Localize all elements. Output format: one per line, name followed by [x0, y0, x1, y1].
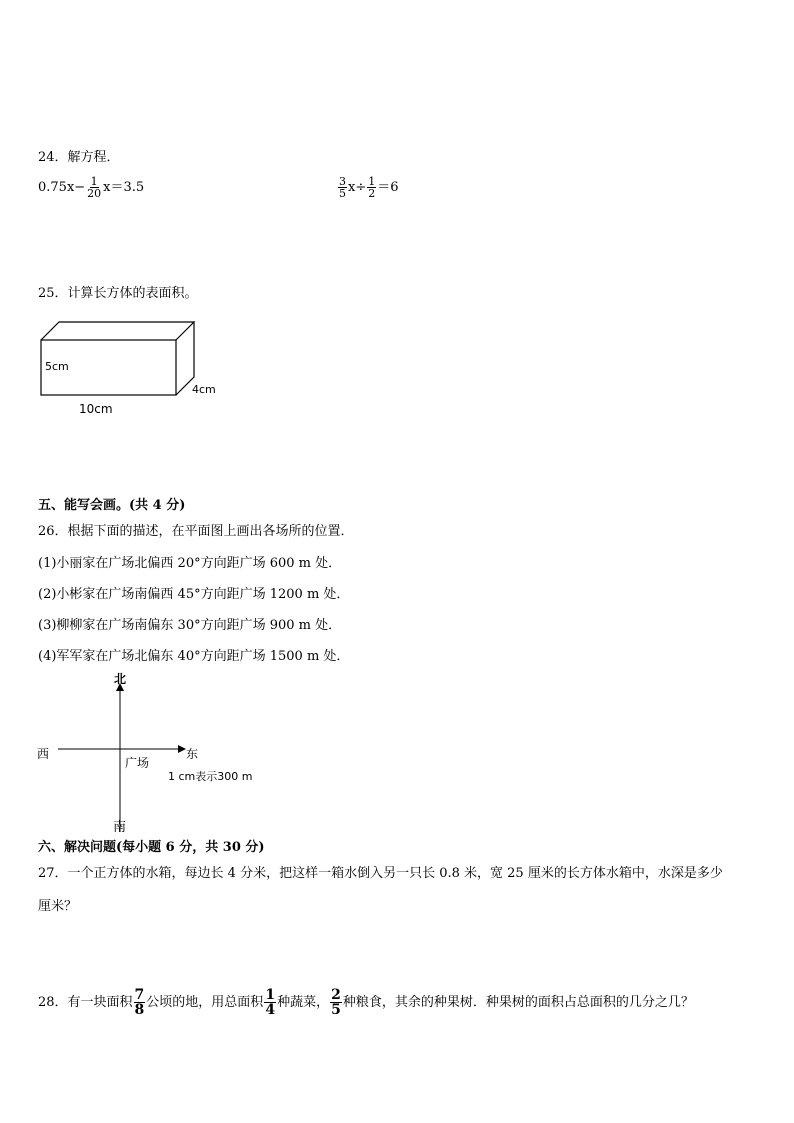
- q28-part-2: 公顷的地，用总面积: [146, 995, 264, 1010]
- north-label: 北: [114, 672, 127, 686]
- eq1-denominator: 20: [87, 187, 102, 200]
- q25-title: 25．计算长方体的表面积。: [38, 286, 198, 301]
- eq2-numerator-1: 3: [339, 175, 346, 188]
- direction-diagram: [30, 668, 280, 834]
- cuboid-top-face: [41, 322, 194, 340]
- q27-line-1: 27．一个正方体的水箱，每边长 4 分米，把这样一箱水倒入另一只长 0.8 米，宽 25 厘米的长方体水箱中，水深是多少: [38, 866, 723, 881]
- q28-part-3: 种蔬菜，: [277, 995, 330, 1010]
- q28-part-1: 28．有一块面积: [38, 995, 133, 1010]
- q26-title: 26．根据下面的描述，在平面图上画出各场所的位置．: [38, 524, 354, 539]
- q26-item-2: (2)小彬家在广场南偏西 45°方向距广场 1200 m 处．: [38, 587, 350, 602]
- q28-part-4: 种粮食，其余的种果树．种果树的面积占总面积的几分之几？: [342, 995, 694, 1010]
- q27-line-2: 厘米？: [38, 899, 78, 914]
- cuboid-length-label: 10cm: [79, 402, 113, 416]
- cuboid-figure: [36, 318, 226, 420]
- eq1-left: 0.75x−: [38, 180, 86, 195]
- eq1-fraction: [86, 176, 102, 199]
- south-label: 南: [113, 820, 127, 835]
- q28-text: [38, 988, 694, 1017]
- q28-fraction-area-num: 7: [134, 987, 145, 1003]
- eq2-denominator-1: 5: [339, 187, 346, 200]
- eq2-numerator-2: 1: [368, 175, 376, 188]
- q26-item-3: (3)柳柳家在广场南偏东 30°方向距广场 900 m 处．: [38, 618, 342, 633]
- west-label: 西: [37, 747, 50, 761]
- section6-title: 六、解决问题(每小题 6 分，共 30 分): [38, 840, 265, 855]
- q28-fraction-grain-num: 2: [331, 987, 341, 1003]
- eq1-right: x＝3.5: [103, 180, 145, 195]
- q28-fraction-veg-num: 1: [265, 987, 276, 1003]
- q28-fraction-area-den: 8: [134, 1002, 145, 1018]
- q28-fraction-area: [134, 988, 146, 1017]
- q26-item-1: (1)小丽家在广场北偏西 20°方向距广场 600 m 处．: [38, 556, 342, 571]
- cuboid-depth-label: 4cm: [192, 383, 216, 396]
- eq2-mid: x÷: [348, 180, 367, 195]
- section5-title: 五、能写会画。(共 4 分): [38, 498, 186, 513]
- q24-equation-2: [337, 176, 399, 199]
- q24-title: 24．解方程．: [38, 150, 120, 165]
- east-label: 东: [186, 747, 199, 761]
- q28-fraction-veg-den: 4: [265, 1002, 276, 1018]
- q24-equation-1: [38, 176, 144, 199]
- q28-fraction-veg: [264, 988, 276, 1017]
- cuboid-height-label: 5cm: [45, 360, 69, 373]
- eq2-denominator-2: 2: [368, 187, 376, 200]
- eq2-right: ＝6: [377, 180, 399, 195]
- q28-fraction-grain-den: 5: [331, 1002, 341, 1018]
- square-label: 广场: [125, 756, 150, 770]
- q26-item-4: (4)军军家在广场北偏东 40°方向距广场 1500 m 处．: [38, 649, 350, 664]
- q28-fraction-grain: [330, 988, 342, 1017]
- eq2-fraction-2: [367, 176, 376, 199]
- scale-label: 1 cm表示300 m: [168, 770, 253, 783]
- eq1-numerator: 1: [90, 175, 98, 188]
- eq2-fraction-1: [338, 176, 347, 199]
